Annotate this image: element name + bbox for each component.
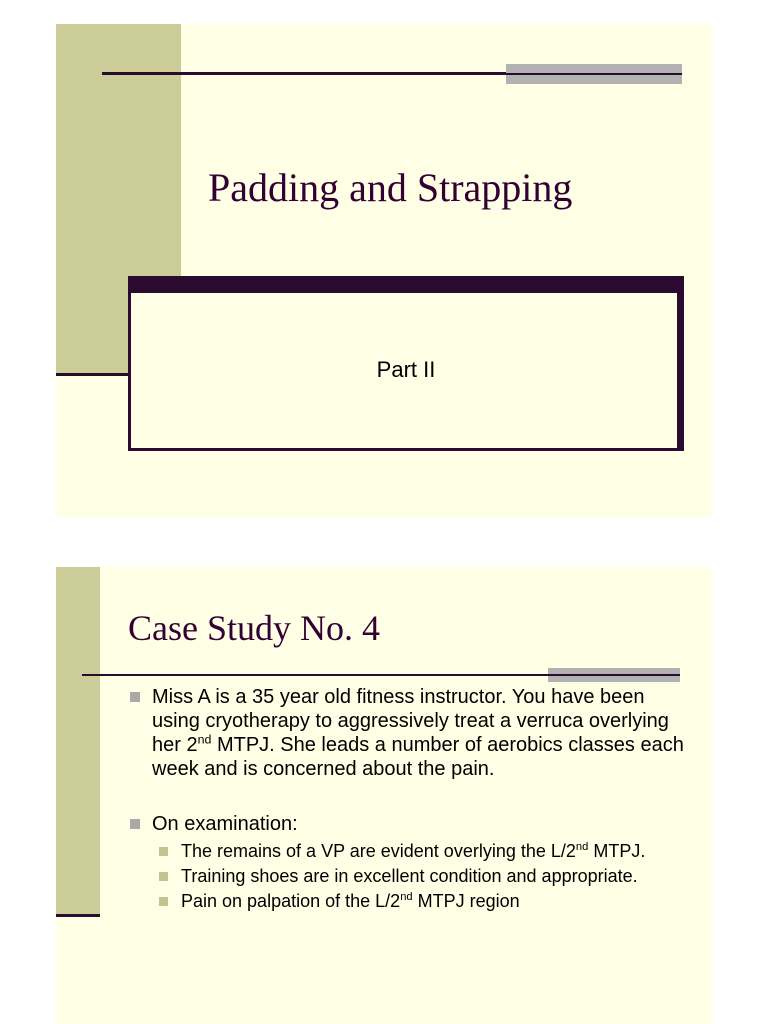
bullet-examination: On examination: — [128, 812, 688, 836]
sub-bullet-vp-remains: The remains of a VP are evident overlying the L/2nd MTPJ. — [157, 841, 688, 862]
decorative-band — [56, 567, 100, 915]
square-bullet-icon — [159, 897, 168, 906]
slide-1 — [56, 24, 712, 517]
slide-title: Case Study No. 4 — [128, 608, 380, 648]
band-rule — [56, 914, 100, 917]
square-bullet-icon — [130, 819, 140, 829]
square-bullet-icon — [159, 847, 168, 856]
slide-2 — [56, 567, 712, 1024]
square-bullet-icon — [159, 872, 168, 881]
subtitle-box-header — [131, 279, 681, 293]
bullet-case-description: Miss A is a 35 year old fitness instructor. You have been using cryotherapy to aggressively treat a verruca overlying her 2nd MTPJ. She leads a number of aerobics classes each week and is concerned about the pain. — [128, 685, 688, 781]
accent-rule — [506, 73, 682, 75]
accent-rule — [548, 674, 680, 676]
slide-title: Padding and Strapping — [208, 165, 573, 210]
sub-bullet-training-shoes: Training shoes are in excellent condition and appropriate. — [157, 866, 688, 887]
subtitle-box — [128, 276, 684, 451]
square-bullet-icon — [130, 692, 140, 702]
sub-bullet-pain-palpation: Pain on palpation of the L/2nd MTPJ region — [157, 891, 688, 912]
slide-subtitle: Part II — [376, 357, 436, 382]
bullet-list — [128, 685, 688, 912]
band-rule — [56, 373, 130, 376]
